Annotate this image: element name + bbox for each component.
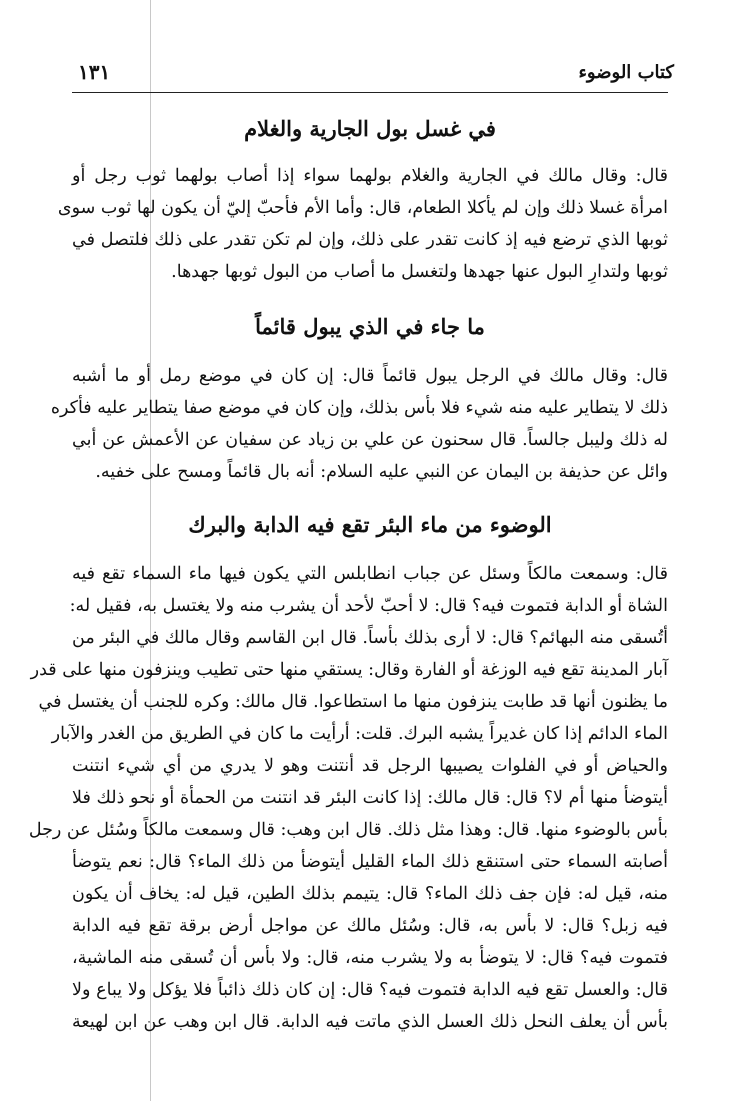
body-line: بأس بالوضوء منها. قال: وهذا مثل ذلك. قال ابن وهب: قال وسمعت مالكاً وسُئل عن رجل — [28, 820, 668, 840]
body-line: ما يظنون أنها قد طابت ينزفون منها ما استطاعوا. قال مالك: وكره للجنب أن يغتسل في — [38, 692, 668, 712]
section-heading: ما جاء في الذي يبول قائماً — [255, 314, 485, 339]
body-line: الماء الدائم إذا كان غديراً يشبه البرك. قلت: أرأيت ما كان في الطريق من الغدر والآبار — [51, 724, 668, 744]
body-line: آبار المدينة تقع فيه الوزغة أو الفارة وقال: يستقي منها حتى تطيب وينزفون منها على قدر — [30, 660, 668, 680]
body-line: أتُسقى منه البهائم؟ قال: لا أرى بذلك بأساً. قال ابن القاسم وقال مالك في البئر من — [72, 628, 668, 648]
body-line: وائل عن حذيفة بن اليمان عن النبي عليه السلام: أنه بال قائماً ومسح على خفيه. — [95, 462, 668, 482]
body-line: والحياض أو في الفلوات يصيبها الرجل قد أنتنت وهو لا يدري من أي شيء انتنت — [72, 756, 668, 776]
body-line: له ذلك وليبل جالساً. قال سحنون عن علي بن زياد عن سفيان عن الأعمش عن أبي — [72, 430, 668, 450]
body-line: الشاة أو الدابة فتموت فيه؟ قال: لا أحبّ لأحد أن يشرب منه ولا يغتسل به، فقيل له: — [69, 596, 668, 616]
body-line: بأس أن يعلف النحل ذلك العسل الذي ماتت فيه الدابة. قال ابن وهب عن ابن لهيعة — [72, 1012, 668, 1032]
page-number: ١٣١ — [78, 60, 111, 84]
header-rule — [72, 92, 668, 93]
section-heading: في غسل بول الجارية والغلام — [244, 116, 496, 141]
body-line: قال: وقال مالك في الجارية والغلام بولهما سواء إذا أصاب بولهما ثوب رجل أو — [72, 166, 668, 186]
body-line: قال: وقال مالك في الرجل يبول قائماً قال: إن كان في موضع رمل أو ما أشبه — [72, 366, 668, 386]
body-line: امرأة غسلا ذلك وإن لم يأكلا الطعام، قال: وأما الأم فأحبّ إليّ أن يكون لها ثوب سوى — [57, 198, 668, 218]
section-heading: الوضوء من ماء البئر تقع فيه الدابة والبرك — [188, 512, 552, 537]
body-line: ذلك لا يتطاير عليه منه شيء فلا بأس بذلك، وإن كان في موضع صفا يتطاير عليه فأكره — [50, 398, 668, 418]
body-line: ثوبها ولتدارِ البول عنها جهدها ولتغسل ما أصاب من البول ثوبها جهدها. — [171, 262, 668, 282]
body-line: ثوبها الذي ترضع فيه إذ كانت تقدر على ذلك، وإن لم تكن تقدر على ذلك فلتصل في — [72, 230, 668, 250]
running-header-title: كتاب الوضوء — [578, 62, 674, 83]
body-line: أصابته السماء حتى استنقع ذلك الماء القليل أيتوضأ من ذلك الماء؟ قال: نعم يتوضأ — [72, 852, 668, 872]
body-line: فتموت فيه؟ قال: لا يتوضأ به ولا يشرب منه، قال: ولا بأس أن تُسقى منه الماشية، — [72, 948, 668, 968]
body-line: قال: والعسل تقع فيه الدابة فتموت فيه؟ قال: إن كان ذلك ذائباً فلا يؤكل ولا يباع ولا — [72, 980, 668, 1000]
body-line: قال: وسمعت مالكاً وسئل عن جباب انطابلس التي يكون فيها ماء السماء تقع فيه — [72, 564, 668, 584]
body-line: منه، قيل له: فإن جف ذلك الماء؟ قال: يتيمم بذلك الطين، قيل له: يخاف أن يكون — [72, 884, 668, 904]
body-line: أيتوضأ منها أم لا؟ قال: قال مالك: إذا كانت البئر قد انتنت من الحمأة أو نحو ذلك فلا — [72, 788, 668, 808]
body-line: فيه زبل؟ قال: لا بأس به، قال: وسُئل مالك عن مواجل أرض برقة تقع فيه الدابة — [72, 916, 668, 936]
